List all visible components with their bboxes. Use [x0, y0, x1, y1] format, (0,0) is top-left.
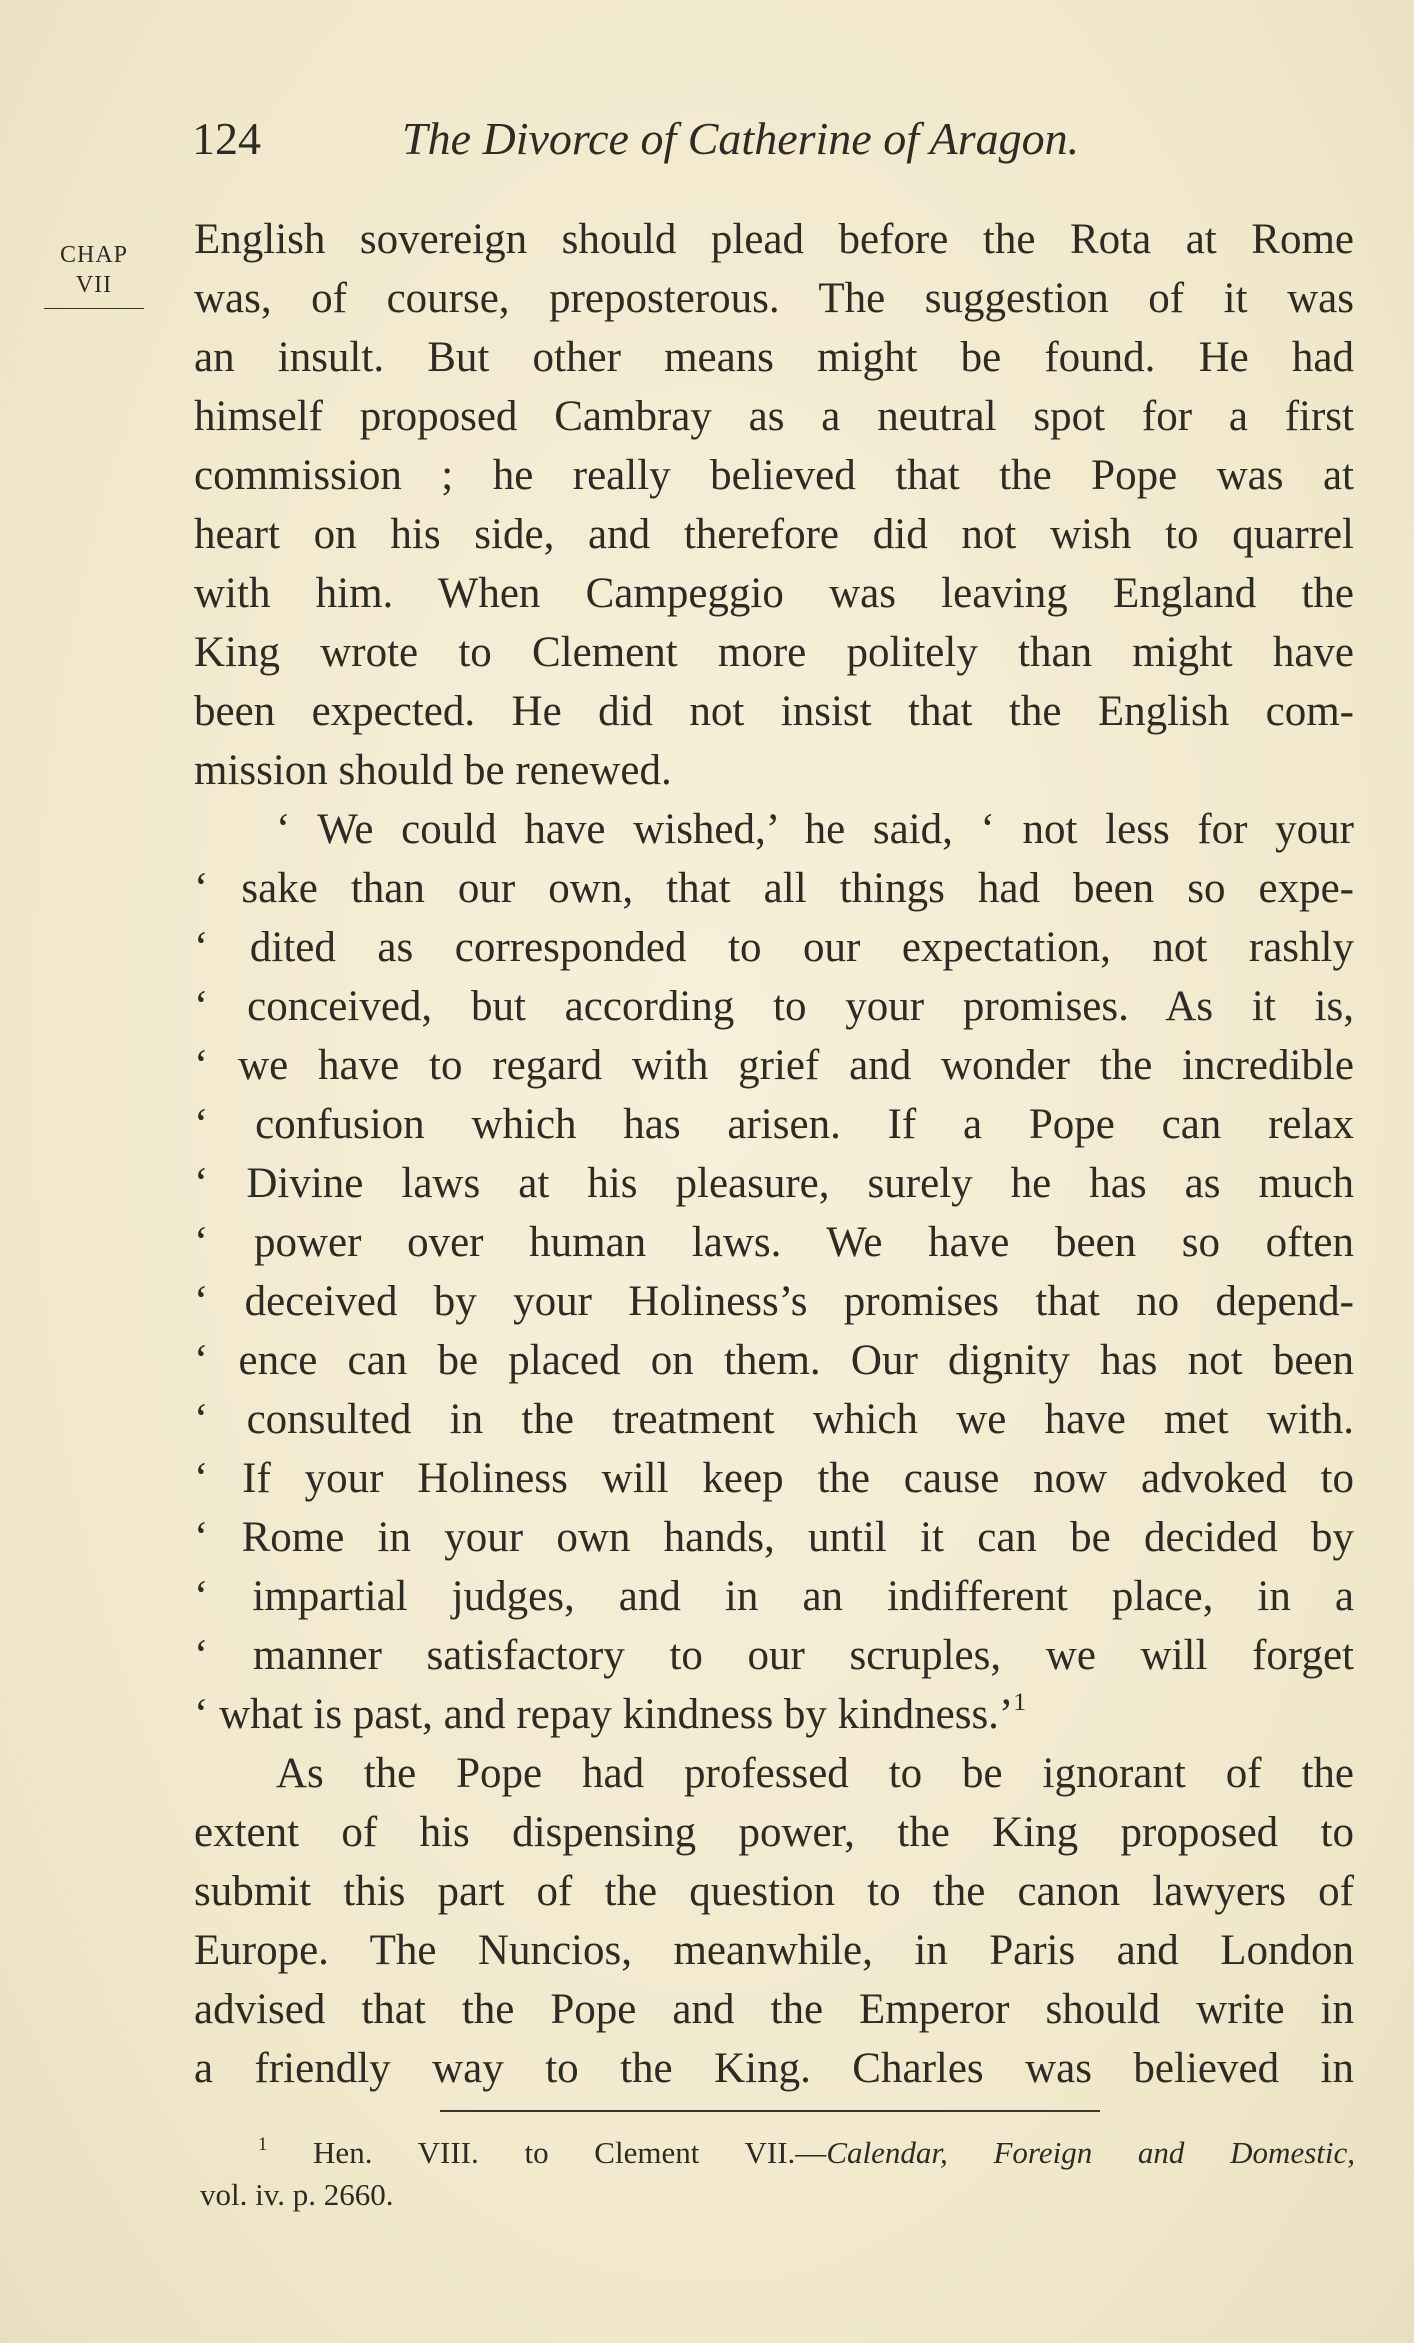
text-line: ‘ manner satisfactory to our scruples, we will forget [194, 1632, 1354, 1679]
text-line: ‘ sake than our own, that all things had been so expe- [194, 865, 1354, 912]
text-line: ‘ conceived, but according to your promises. As it is, [194, 983, 1354, 1030]
text-line: ‘ power over human laws. We have been so often [194, 1219, 1354, 1266]
footnote-reference: 1 [1013, 1686, 1027, 1716]
footnote-citation: Calendar, Foreign and Domestic, [826, 2135, 1356, 2170]
text-line: with him. When Campeggio was leaving England the [194, 570, 1354, 617]
footnote-marker: 1 [258, 2133, 268, 2155]
text-line: commission ; he really believed that the Pope was at [194, 452, 1354, 499]
text-line: As the Pope had professed to be ignorant of the [276, 1750, 1354, 1797]
text-line: King wrote to Clement more politely than might have [194, 629, 1354, 676]
text-line: ‘ we have to regard with grief and wonder the incredible [194, 1042, 1354, 1089]
chapter-label: CHAP [59, 242, 129, 268]
text-line: ‘ confusion which has arisen. If a Pope can relax [194, 1101, 1354, 1148]
running-title: The Divorce of Catherine of Aragon. [402, 113, 1080, 164]
text-line: Europe. The Nuncios, meanwhile, in Paris and London [194, 1927, 1354, 1974]
text-line: extent of his dispensing power, the King proposed to [194, 1809, 1354, 1856]
text-line: heart on his side, and therefore did not wish to quarrel [194, 511, 1354, 558]
text-line: ‘ ence can be placed on them. Our dignity has not been [194, 1337, 1354, 1384]
footnote [200, 2132, 1355, 2216]
text-line: mission should be renewed. [194, 747, 672, 794]
text-line: ‘ deceived by your Holiness’s promises that no depend- [194, 1278, 1354, 1325]
text-line: an insult. But other means might be found. He had [194, 334, 1354, 381]
chapter-side-note [44, 240, 144, 309]
chapter-number: VII [75, 272, 113, 298]
text-line: was, of course, preposterous. The suggestion of it was [194, 275, 1354, 322]
text-line: ‘ If your Holiness will keep the cause now advoked to [194, 1455, 1354, 1502]
side-note-rule [44, 308, 144, 309]
text-line: ‘ impartial judges, and in an indifferent place, in a [194, 1573, 1354, 1620]
page-header [192, 112, 1352, 182]
text-line: ‘ what is past, and repay kindness by kindness.’ [194, 1691, 1014, 1738]
text-line: himself proposed Cambray as a neutral spot for a first [194, 393, 1354, 440]
footnote-line [200, 2132, 1355, 2174]
text-line: ‘ Rome in your own hands, until it can be decided by [194, 1514, 1354, 1561]
text-line: a friendly way to the King. Charles was believed in [194, 2045, 1354, 2092]
footnote-continuation: vol. iv. p. 2660. [200, 2177, 394, 2212]
text-line: been expected. He did not insist that the English com- [194, 688, 1354, 735]
body-text [194, 210, 1354, 2098]
footnote-text: Hen. VIII. to Clement VII.— [313, 2135, 827, 2170]
page-number: 124 [192, 113, 261, 164]
text-line: ‘ Divine laws at his pleasure, surely he has as much [194, 1160, 1354, 1207]
text-line: submit this part of the question to the canon lawyers of [194, 1868, 1354, 1915]
text-line-with-footnote [194, 1685, 1354, 1744]
footnote-divider [440, 2110, 1100, 2112]
text-line: ‘ We could have wished,’ he said, ‘ not less for your [276, 806, 1354, 853]
text-line: advised that the Pope and the Emperor should write in [194, 1986, 1354, 2033]
text-line: ‘ dited as corresponded to our expectation, not rashly [194, 924, 1354, 971]
text-line: ‘ consulted in the treatment which we have met with. [194, 1396, 1354, 1443]
text-line: English sovereign should plead before the Rota at Rome [194, 216, 1354, 263]
